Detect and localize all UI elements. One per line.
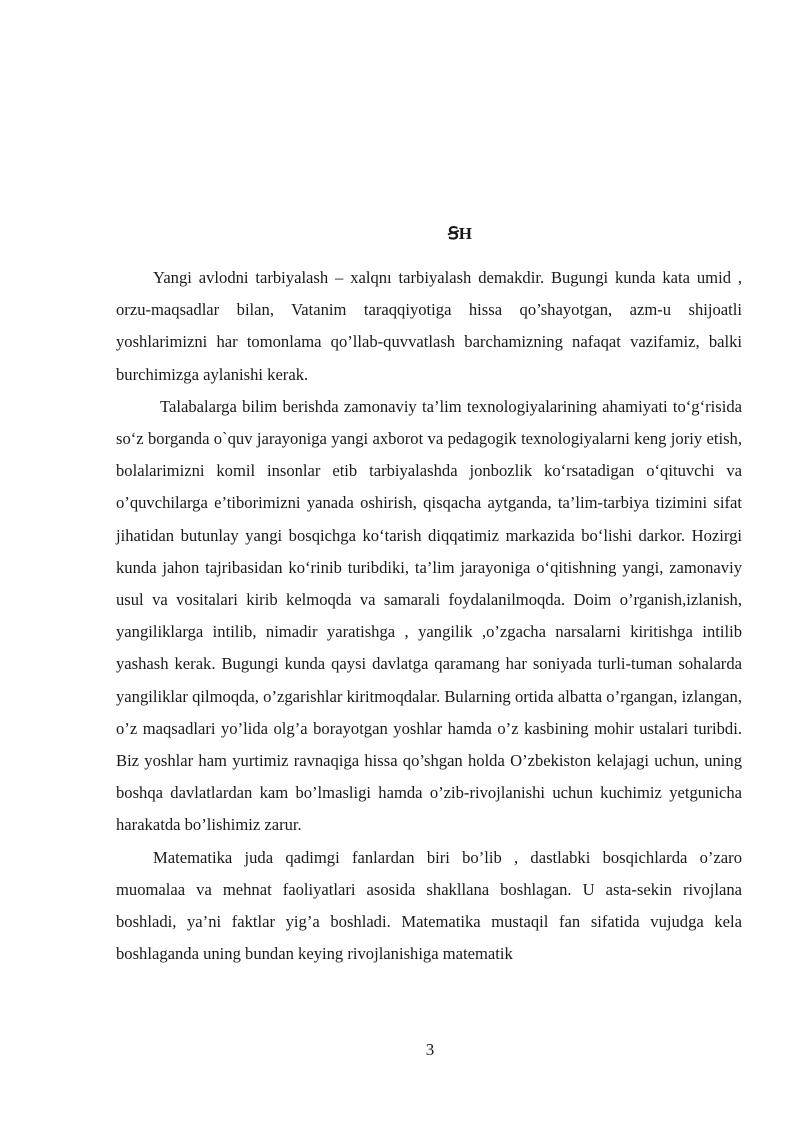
section-heading [0,222,800,246]
page-number [0,1038,800,1062]
paragraph-2: Talabalarga bilim berishda zamonaviy ta’lim texnologiyalarining ahamiyati to‘g‘risida so‘z borganda o`quv jarayoniga yangi axborot va pedagogik texnologiyalarni keng joriy etish, bolalarimizni komil insonlar etib tarbiyalashda jonbozlik ko‘rsatadigan o‘qituvchi va o’quvchilarga e’tiborimizni yanada oshirish, qisqacha aytganda, ta’lim-tarbiya tizimini sifat jihatidan butunlay yangi bosqichga ko‘tarish diqqatimiz markazida bo‘lishi darkor. Hozirgi kunda jahon tajribasidan ko‘rinib turibdiki, ta’lim jarayoniga o‘qitishning yangi, zamonaviy usul va vositalari kirib kelmoqda va samarali foydalanilmoqda. Doim o’rganish,izlanish, yangiliklarga intilib, nimadir yaratishga , yangilik ,o’zgacha narsalarni kiritishga intilib yashash kerak. Bugungi kunda qaysi davlatga qaramang har soniyada turli-tuman sohalarda yangiliklar qilmoqda, o’zgarishlar kiritmoqdalar. Bularning ortida albatta o’rgangan, izlangan, o’z maqsadlari yo’lida olg’a borayotgan yoshlar hamda o’z kasbining mohir ustalari turibdi. Biz yoshlar ham yurtimiz ravnaqiga hissa qo’shgan holda O’zbekiston kelajagi uchun, uning boshqa davlatlardan kam bo’lmasligi hamda o’zib-rivojlanishi uchun kuchimiz yetgunicha harakatda bo’lishimiz zarur. [116,396,742,835]
page-number-text: 3 [425,1040,435,1059]
body-text [116,262,742,970]
paragraph-1: Yangi avlodni tarbiyalash – xalqnı tarbiyalash demakdir. Bugungi kunda kata umid , orzu-maqsadlar bilan, Vatanim taraqqiyotiga hissa qo’shayotgan, azm-u shijoatli yoshlarimizni har tomonlama qo’llab-quvvatlash barchamizning nafaqat vazifamiz, balki burchimizga aylanishi kerak. [116,268,742,384]
paragraph-3: Matematika juda qadimgi fanlardan biri bo’lib , dastlabki bosqichlarda o’zaro muomalaa va mehnat faoliyatlari asosida shakllana boshlagan. U asta-sekin rivojlana boshladi, ya’ni faktlar yig’a boshladi. Matematika mustaqil fan sifatida vujudga kela boshlaganda uning bundan keying rivojlanishiga matematik [116,847,742,964]
section-heading-text: ꞨH [447,224,472,243]
